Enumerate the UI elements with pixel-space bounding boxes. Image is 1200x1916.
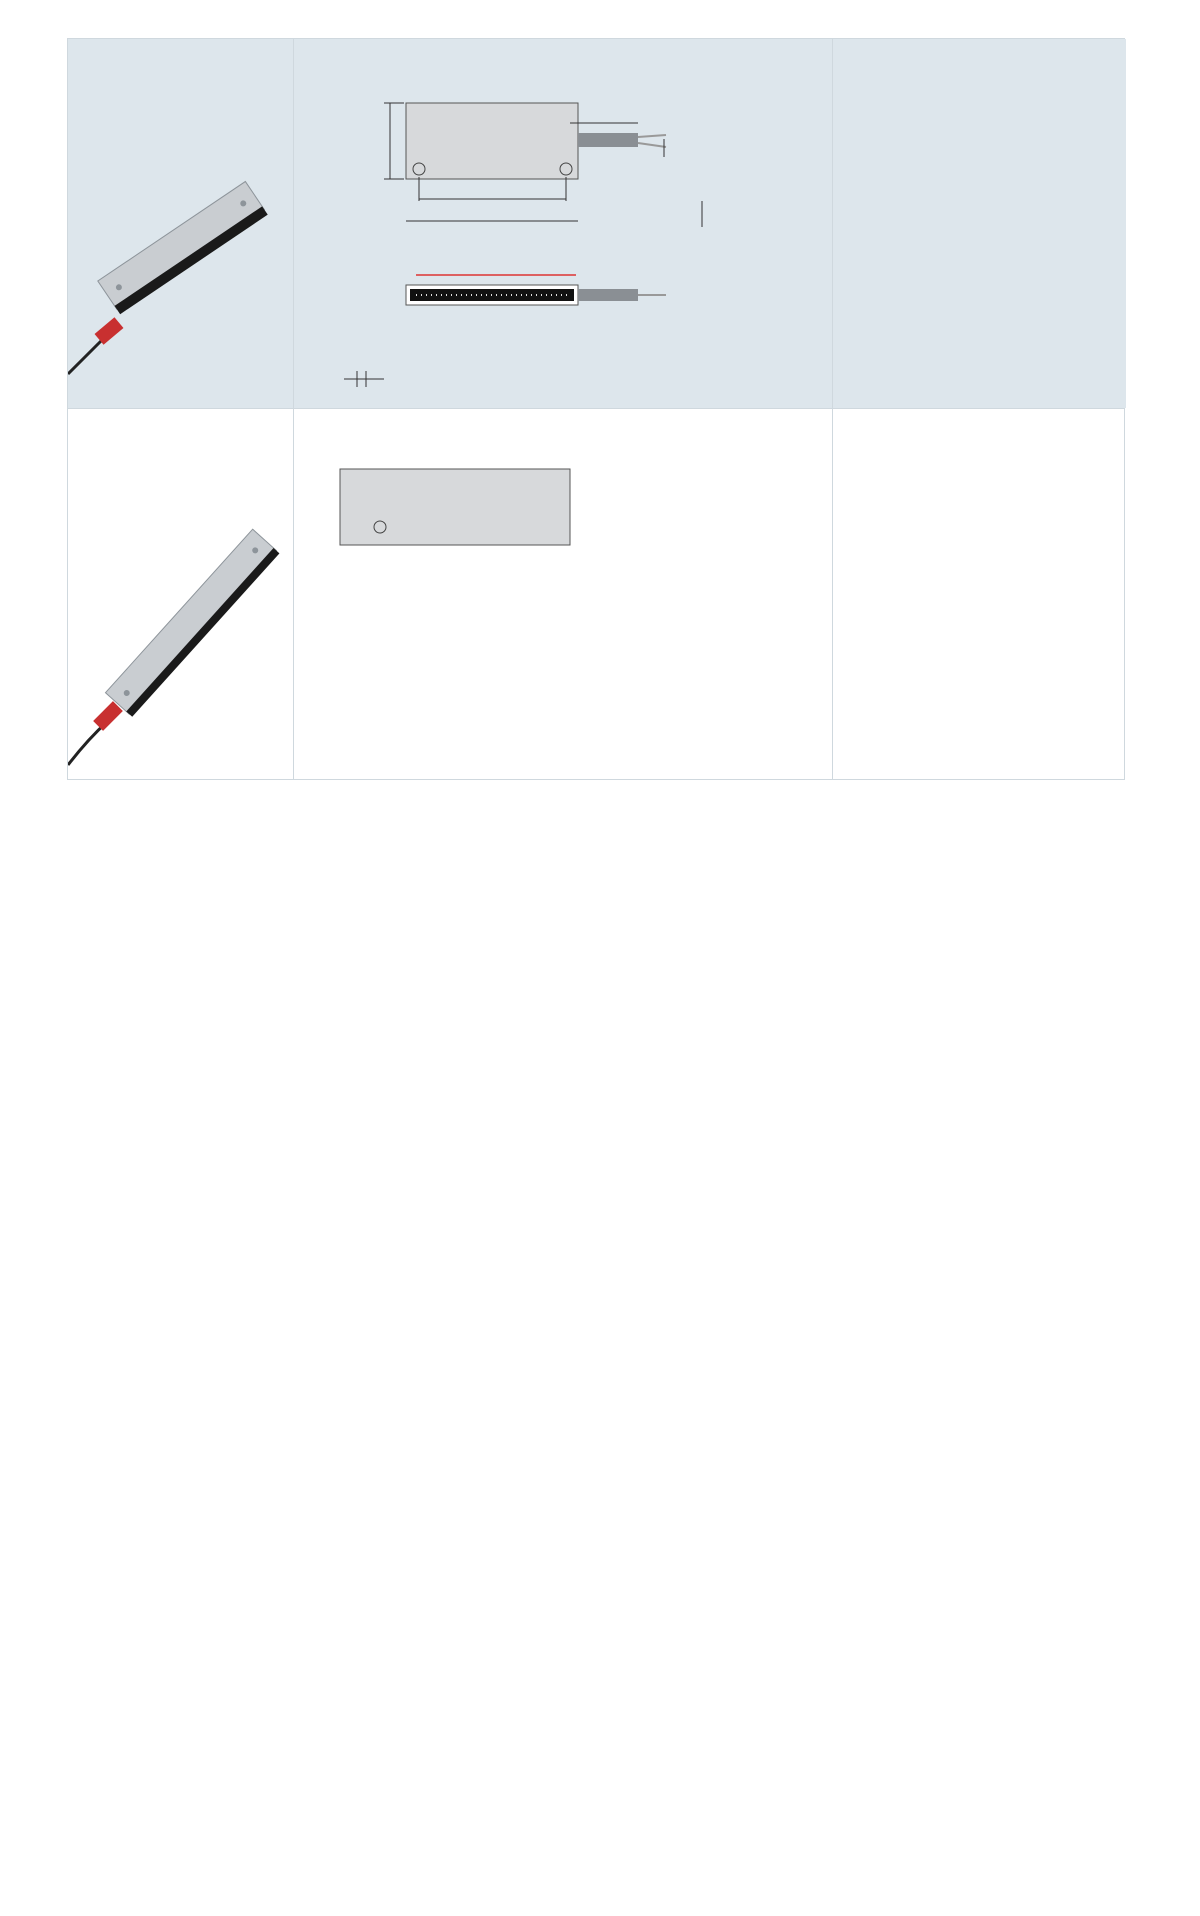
spec-label-surface [833, 53, 1126, 80]
spec-label-inner [833, 224, 1126, 251]
dimension-drawing [294, 39, 833, 409]
spec-value-spacing [833, 137, 1126, 167]
spec-value-radius [833, 365, 1126, 395]
spec-label-outer [833, 167, 1126, 194]
spec-label-temp [833, 281, 1126, 308]
drawing-cell [294, 409, 833, 779]
product-row-fr-50s [68, 39, 1124, 409]
spec-label-radius [833, 338, 1126, 365]
product-cell [68, 409, 294, 779]
drawing-cell [294, 39, 833, 408]
spec-value-surface [833, 80, 1126, 110]
product-photo [68, 489, 294, 769]
dimension-drawing [294, 409, 833, 779]
product-spec-table [67, 38, 1125, 780]
spec-label-spacing [833, 110, 1126, 137]
spec-value-temp [833, 308, 1126, 338]
product-cell [68, 39, 294, 408]
spec-cell [833, 39, 1126, 408]
product-photo [68, 119, 294, 399]
spec-value-inner [833, 251, 1126, 281]
product-row-fr-70s [68, 409, 1124, 779]
spec-value-outer [833, 194, 1126, 224]
